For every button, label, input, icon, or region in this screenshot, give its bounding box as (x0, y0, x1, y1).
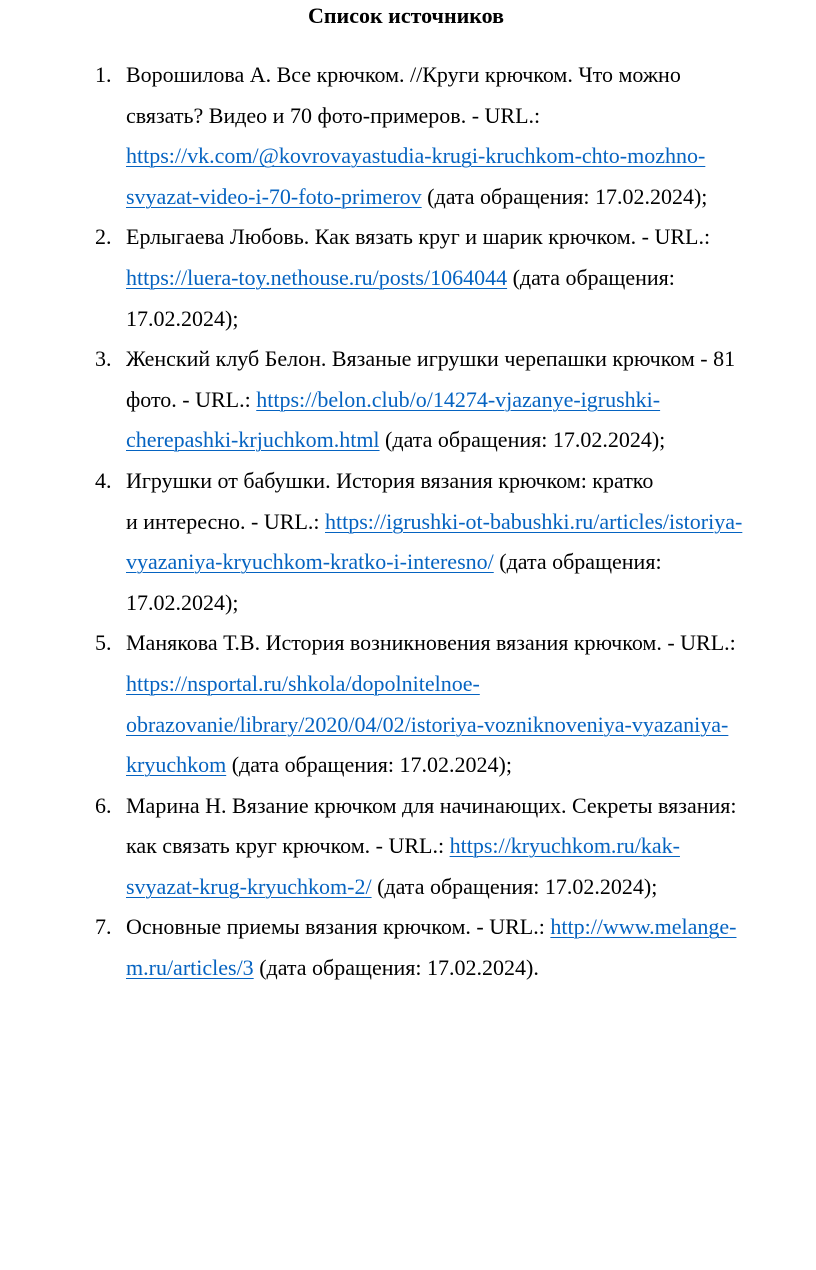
page-title-text: Список источников (307, 3, 505, 28)
source-text: Ерлыгаева Любовь. Как вязать круг и шарик крючком. - URL.: (126, 224, 711, 250)
list-item-line (126, 299, 810, 340)
list-item-line (126, 258, 810, 299)
list-item-number: 5. (95, 630, 112, 656)
source-url-link[interactable]: svyazat-krug-kryuchkom-2/ (126, 873, 372, 899)
source-text: (дата обращения: 17.02.2024); (371, 873, 658, 899)
list-item-line (126, 217, 810, 258)
source-text: 17.02.2024); (126, 589, 239, 615)
list-item-line (126, 339, 810, 380)
list-item (0, 55, 816, 217)
source-url-link[interactable]: https://igrushki-ot-babushki.ru/articles/istoriya- (325, 508, 743, 534)
source-text: Марина Н. Вязание крючком для начинающих. Секреты вязания: (126, 792, 737, 818)
list-item-line (126, 786, 810, 827)
list-item-line (126, 96, 810, 137)
list-item-line (126, 583, 810, 624)
source-text: Игрушки от бабушки. История вязания крючком: кратко (126, 467, 654, 493)
list-item-line (126, 705, 810, 746)
list-item-line (126, 542, 810, 583)
list-item-number: 1. (95, 62, 112, 87)
source-text: Манякова Т.В. История возникновения вязания крючком. - URL.: (126, 630, 736, 656)
list-item-number: 2. (95, 224, 112, 250)
list-item-line (126, 502, 810, 543)
list-item (0, 339, 816, 461)
list-item-line (126, 55, 810, 96)
source-url-link[interactable]: vyazaniya-kryuchkom-kratko-i-interesno/ (126, 549, 494, 575)
source-url-link[interactable]: https://luera-toy.nethouse.ru/posts/1064044 (126, 264, 508, 290)
source-text: Основные приемы вязания крючком. - URL.: (126, 914, 551, 940)
source-text: (дата обращения: (507, 264, 675, 290)
source-url-link[interactable]: https://vk.com/@kovrovayastudia-krugi-kruchkom-chto-mozhno- (126, 143, 706, 169)
source-text: Ворошилова А. Все крючком. //Круги крючком. Что можно (126, 62, 681, 87)
page-title (0, 3, 816, 29)
list-item-number: 3. (95, 346, 112, 372)
source-text: (дата обращения: 17.02.2024); (379, 427, 666, 453)
sources-list (0, 55, 816, 989)
list-item-number: 6. (95, 792, 112, 818)
source-text: фото. - URL.: (126, 386, 257, 412)
list-item (0, 461, 816, 623)
source-text: как связать круг крючком. - URL.: (126, 833, 450, 859)
list-item-number: 4. (95, 467, 112, 493)
list-item-line (126, 380, 810, 421)
source-url-link[interactable]: https://belon.club/o/14274-vjazanye-igrushki- (256, 386, 661, 412)
list-item (0, 786, 816, 908)
list-item-line (126, 867, 810, 908)
source-url-link[interactable]: http://www.melange- (550, 914, 737, 940)
list-item-line (126, 745, 810, 786)
source-url-link[interactable]: obrazovanie/library/2020/04/02/istoriya-vozniknoveniya-vyazaniya- (126, 711, 729, 737)
list-item-line (126, 948, 810, 989)
source-text: (дата обращения: 17.02.2024). (253, 955, 539, 981)
source-text: (дата обращения: 17.02.2024); (226, 752, 512, 778)
list-item (0, 907, 816, 988)
source-url-link[interactable]: cherepashki-krjuchkom.html (126, 427, 380, 453)
source-url-link[interactable]: svyazat-video-i-70-foto-primerov (126, 183, 422, 209)
source-text: и интересно. - URL.: (126, 508, 325, 534)
list-item-line (126, 461, 810, 502)
list-item (0, 623, 816, 785)
source-url-link[interactable]: https://kryuchkom.ru/kak- (449, 833, 680, 859)
source-text: Женский клуб Белон. Вязаные игрушки черепашки крючком - 81 (126, 346, 736, 372)
list-item (0, 217, 816, 339)
list-item-line (126, 664, 810, 705)
list-item-number: 7. (95, 914, 112, 940)
source-url-link[interactable]: m.ru/articles/3 (126, 955, 254, 981)
source-url-link[interactable]: kryuchkom (126, 752, 227, 778)
source-text: (дата обращения: (493, 549, 662, 575)
list-item-line (126, 826, 810, 867)
list-item-line (126, 907, 810, 948)
source-text: 17.02.2024); (126, 305, 239, 331)
list-item-line (126, 177, 810, 218)
list-item-line (126, 136, 810, 177)
source-text: связать? Видео и 70 фото-примеров. - URL.: (126, 102, 541, 128)
list-item-line (126, 420, 810, 461)
list-item-line (126, 623, 810, 664)
source-url-link[interactable]: https://nsportal.ru/shkola/dopolnitelnoe- (126, 670, 480, 696)
source-text: (дата обращения: 17.02.2024); (421, 183, 708, 209)
